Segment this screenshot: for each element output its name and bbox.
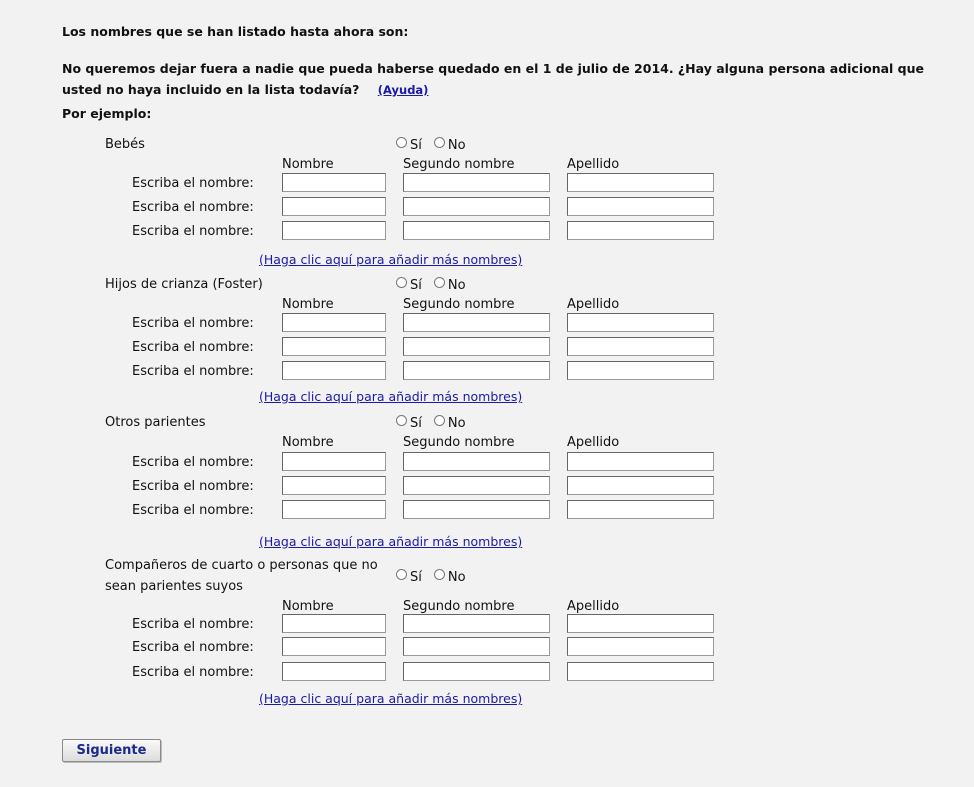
column-header: Nombre [282,435,334,450]
middle-name-input[interactable] [403,614,550,633]
row-label: Escriba el nombre: [132,316,254,331]
last-name-input[interactable] [567,637,714,656]
last-name-input[interactable] [567,221,714,240]
last-name-input[interactable] [567,476,714,495]
middle-name-input[interactable] [403,197,550,216]
row-label: Escriba el nombre: [132,340,254,355]
row-label: Escriba el nombre: [132,617,254,632]
add-more-names-link[interactable]: (Haga clic aquí para añadir más nombres) [259,389,523,404]
section-label: Bebés [105,137,145,152]
radio-no-label: No [447,416,466,431]
column-header: Segundo nombre [403,435,515,450]
last-name-input[interactable] [567,173,714,192]
next-button[interactable]: Siguiente [62,739,161,762]
last-name-input[interactable] [567,614,714,633]
question-body: No queremos dejar fuera a nadie que pueda haberse quedado en el 1 de julio de 2014. ¿Hay alguna persona adicional que usted no haya incluido en la lista todavía? [62,61,924,97]
radio-no[interactable] [434,415,445,426]
radio-yes-label: Sí [410,138,422,153]
middle-name-input[interactable] [403,313,550,332]
section-label-line2: sean parientes suyos [105,579,243,594]
row-label: Escriba el nombre: [132,364,254,379]
first-name-input[interactable] [282,452,386,471]
column-header: Nombre [282,157,334,172]
add-more-names-link[interactable]: (Haga clic aquí para añadir más nombres) [259,691,523,706]
radio-group-1 [396,278,478,293]
middle-name-input[interactable] [403,500,550,519]
example-heading: Por ejemplo: [62,106,152,121]
last-name-input[interactable] [567,662,714,681]
section-label: Otros parientes [105,415,206,430]
row-label: Escriba el nombre: [132,479,254,494]
first-name-input[interactable] [282,637,386,656]
first-name-input[interactable] [282,173,386,192]
column-header: Nombre [282,297,334,312]
row-label: Escriba el nombre: [132,176,254,191]
row-label: Escriba el nombre: [132,455,254,470]
radio-no[interactable] [434,569,445,580]
middle-name-input[interactable] [403,221,550,240]
radio-yes[interactable] [396,415,407,426]
radio-yes[interactable] [396,277,407,288]
row-label: Escriba el nombre: [132,503,254,518]
radio-no[interactable] [434,277,445,288]
column-header: Segundo nombre [403,297,515,312]
row-label: Escriba el nombre: [132,665,254,680]
first-name-input[interactable] [282,662,386,681]
column-header: Apellido [567,435,620,450]
first-name-input[interactable] [282,221,386,240]
middle-name-input[interactable] [403,361,550,380]
last-name-input[interactable] [567,452,714,471]
middle-name-input[interactable] [403,173,550,192]
row-label: Escriba el nombre: [132,200,254,215]
first-name-input[interactable] [282,197,386,216]
radio-no-label: No [447,570,466,585]
middle-name-input[interactable] [403,337,550,356]
radio-no-label: No [447,138,466,153]
first-name-input[interactable] [282,614,386,633]
first-name-input[interactable] [282,337,386,356]
radio-yes-label: Sí [410,416,422,431]
last-name-input[interactable] [567,500,714,519]
middle-name-input[interactable] [403,662,550,681]
help-link[interactable]: (Ayuda) [377,83,429,97]
question-text [62,58,952,101]
last-name-input[interactable] [567,313,714,332]
last-name-input[interactable] [567,197,714,216]
row-label: Escriba el nombre: [132,640,254,655]
first-name-input[interactable] [282,313,386,332]
add-more-names-link[interactable]: (Haga clic aquí para añadir más nombres) [259,534,523,549]
first-name-input[interactable] [282,500,386,519]
section-label: Compañeros de cuarto o personas que no [105,558,378,573]
radio-yes-label: Sí [410,570,422,585]
column-header: Apellido [567,599,620,614]
middle-name-input[interactable] [403,637,550,656]
radio-yes[interactable] [396,137,407,148]
column-header: Apellido [567,297,620,312]
column-header: Segundo nombre [403,599,515,614]
radio-group-3 [396,570,478,585]
radio-group-2 [396,416,478,431]
radio-yes[interactable] [396,569,407,580]
column-header: Segundo nombre [403,157,515,172]
column-header: Nombre [282,599,334,614]
last-name-input[interactable] [567,337,714,356]
radio-no[interactable] [434,137,445,148]
row-label: Escriba el nombre: [132,224,254,239]
add-more-names-link[interactable]: (Haga clic aquí para añadir más nombres) [259,252,523,267]
intro-text: Los nombres que se han listado hasta ahora son: [62,24,409,39]
first-name-input[interactable] [282,361,386,380]
middle-name-input[interactable] [403,452,550,471]
section-label: Hijos de crianza (Foster) [105,277,263,292]
middle-name-input[interactable] [403,476,550,495]
column-header: Apellido [567,157,620,172]
radio-group-0 [396,138,478,153]
radio-yes-label: Sí [410,278,422,293]
first-name-input[interactable] [282,476,386,495]
radio-no-label: No [447,278,466,293]
last-name-input[interactable] [567,361,714,380]
